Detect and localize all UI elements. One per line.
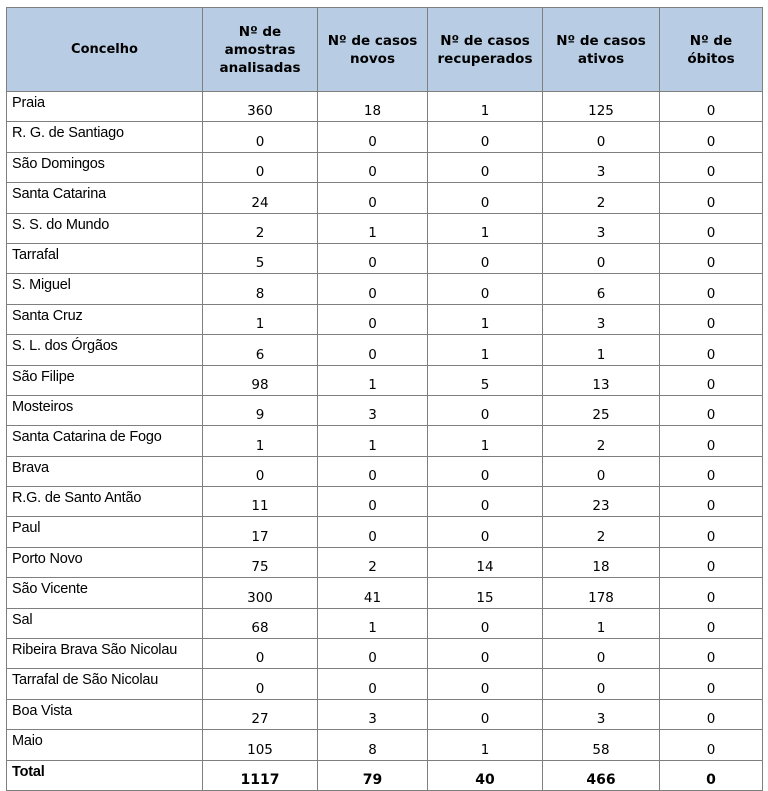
- cell-ativos: 2: [543, 183, 660, 213]
- cell-amostras: 27: [203, 699, 318, 729]
- cell-obitos: 0: [660, 183, 763, 213]
- cell-casos-novos: 1: [318, 213, 428, 243]
- cell-ativos: 3: [543, 152, 660, 182]
- cell-ativos: 0: [543, 456, 660, 486]
- table-row: [7, 335, 763, 365]
- cell-casos-novos: 8: [318, 730, 428, 760]
- table-row: [7, 699, 763, 729]
- table-row: [7, 730, 763, 760]
- cell-casos-novos: 1: [318, 426, 428, 456]
- cell-obitos: 0: [660, 760, 763, 790]
- table-row: [7, 183, 763, 213]
- cell-ativos: 2: [543, 517, 660, 547]
- table-row: [7, 487, 763, 517]
- table-row: [7, 639, 763, 669]
- cell-ativos: 125: [543, 92, 660, 122]
- cell-amostras: 5: [203, 243, 318, 273]
- cell-amostras: 9: [203, 395, 318, 425]
- table-row: [7, 92, 763, 122]
- cell-concelho: S. S. do Mundo: [7, 213, 203, 243]
- cell-casos-novos: 1: [318, 608, 428, 638]
- table-row: [7, 213, 763, 243]
- cell-casos-novos: 0: [318, 122, 428, 152]
- cell-concelho: São Filipe: [7, 365, 203, 395]
- cell-recuperados: 14: [428, 547, 543, 577]
- cell-obitos: 0: [660, 395, 763, 425]
- cell-obitos: 0: [660, 152, 763, 182]
- cell-ativos: 0: [543, 243, 660, 273]
- table-row: [7, 608, 763, 638]
- cell-concelho: São Domingos: [7, 152, 203, 182]
- cell-amostras: 0: [203, 152, 318, 182]
- cell-ativos: 0: [543, 639, 660, 669]
- header-concelho: Concelho: [7, 8, 203, 92]
- cell-obitos: 0: [660, 304, 763, 334]
- cell-concelho: Ribeira Brava São Nicolau: [7, 639, 203, 669]
- header-casos-ativos: Nº de casos ativos: [543, 8, 660, 92]
- cell-ativos: 13: [543, 365, 660, 395]
- cell-ativos: 466: [543, 760, 660, 790]
- cell-concelho: Santa Catarina de Fogo: [7, 426, 203, 456]
- cell-amostras: 105: [203, 730, 318, 760]
- table-row: [7, 365, 763, 395]
- cell-casos-novos: 0: [318, 456, 428, 486]
- cell-obitos: 0: [660, 456, 763, 486]
- cell-amostras: 1117: [203, 760, 318, 790]
- cell-casos-novos: 0: [318, 243, 428, 273]
- cell-concelho: Boa Vista: [7, 699, 203, 729]
- cell-recuperados: 0: [428, 517, 543, 547]
- cell-concelho: S. Miguel: [7, 274, 203, 304]
- cell-casos-novos: 0: [318, 669, 428, 699]
- cell-amostras: 0: [203, 639, 318, 669]
- cell-recuperados: 0: [428, 122, 543, 152]
- cell-obitos: 0: [660, 122, 763, 152]
- cell-ativos: 0: [543, 122, 660, 152]
- cell-amostras: 1: [203, 426, 318, 456]
- table-row: [7, 669, 763, 699]
- table-body: [7, 92, 763, 791]
- table-row: [7, 517, 763, 547]
- table-row: [7, 547, 763, 577]
- header-obitos: Nº de óbitos: [660, 8, 763, 92]
- cell-amostras: 2: [203, 213, 318, 243]
- cell-amostras: 6: [203, 335, 318, 365]
- cell-concelho: Sal: [7, 608, 203, 638]
- cell-concelho: S. L. dos Órgãos: [7, 335, 203, 365]
- cell-obitos: 0: [660, 243, 763, 273]
- cell-amostras: 360: [203, 92, 318, 122]
- cell-recuperados: 1: [428, 426, 543, 456]
- cell-recuperados: 15: [428, 578, 543, 608]
- table-row: [7, 578, 763, 608]
- cell-recuperados: 0: [428, 487, 543, 517]
- cell-obitos: 0: [660, 213, 763, 243]
- cell-recuperados: 0: [428, 699, 543, 729]
- cell-obitos: 0: [660, 578, 763, 608]
- cell-amostras: 68: [203, 608, 318, 638]
- cell-concelho: Mosteiros: [7, 395, 203, 425]
- cell-ativos: 23: [543, 487, 660, 517]
- cell-casos-novos: 1: [318, 365, 428, 395]
- cell-concelho: Santa Catarina: [7, 183, 203, 213]
- cell-casos-novos: 3: [318, 395, 428, 425]
- cell-obitos: 0: [660, 426, 763, 456]
- cell-amostras: 98: [203, 365, 318, 395]
- cell-recuperados: 0: [428, 669, 543, 699]
- cell-amostras: 8: [203, 274, 318, 304]
- cell-obitos: 0: [660, 699, 763, 729]
- cell-concelho: R. G. de Santiago: [7, 122, 203, 152]
- cell-casos-novos: 0: [318, 183, 428, 213]
- cell-concelho: Porto Novo: [7, 547, 203, 577]
- cell-casos-novos: 0: [318, 487, 428, 517]
- cell-recuperados: 1: [428, 335, 543, 365]
- cell-obitos: 0: [660, 365, 763, 395]
- table-row: [7, 122, 763, 152]
- cell-amostras: 17: [203, 517, 318, 547]
- cell-ativos: 6: [543, 274, 660, 304]
- cell-concelho: Paul: [7, 517, 203, 547]
- cell-casos-novos: 79: [318, 760, 428, 790]
- cell-ativos: 58: [543, 730, 660, 760]
- cell-ativos: 1: [543, 608, 660, 638]
- header-row: [7, 8, 763, 92]
- cell-recuperados: 1: [428, 92, 543, 122]
- table-row: [7, 152, 763, 182]
- cell-casos-novos: 0: [318, 152, 428, 182]
- cell-obitos: 0: [660, 487, 763, 517]
- cell-amostras: 1: [203, 304, 318, 334]
- cell-concelho: Tarrafal: [7, 243, 203, 273]
- cell-concelho: Brava: [7, 456, 203, 486]
- cell-obitos: 0: [660, 608, 763, 638]
- cell-ativos: 0: [543, 669, 660, 699]
- cell-amostras: 75: [203, 547, 318, 577]
- cell-concelho: Tarrafal de São Nicolau: [7, 669, 203, 699]
- cell-amostras: 24: [203, 183, 318, 213]
- covid-cases-table: [6, 7, 763, 791]
- table-row: [7, 274, 763, 304]
- cell-recuperados: 0: [428, 395, 543, 425]
- cell-concelho: São Vicente: [7, 578, 203, 608]
- cell-ativos: 25: [543, 395, 660, 425]
- cell-obitos: 0: [660, 335, 763, 365]
- cell-recuperados: 0: [428, 243, 543, 273]
- table-header: [7, 8, 763, 92]
- cell-concelho: Santa Cruz: [7, 304, 203, 334]
- cell-concelho: R.G. de Santo Antão: [7, 487, 203, 517]
- cell-ativos: 18: [543, 547, 660, 577]
- cell-obitos: 0: [660, 669, 763, 699]
- table-row: [7, 243, 763, 273]
- cell-ativos: 3: [543, 304, 660, 334]
- header-amostras-analisadas: Nº de amostras analisadas: [203, 8, 318, 92]
- cell-ativos: 2: [543, 426, 660, 456]
- cell-casos-novos: 2: [318, 547, 428, 577]
- cell-casos-novos: 18: [318, 92, 428, 122]
- cell-concelho: Praia: [7, 92, 203, 122]
- cell-amostras: 300: [203, 578, 318, 608]
- cell-recuperados: 0: [428, 274, 543, 304]
- cell-recuperados: 0: [428, 183, 543, 213]
- cell-obitos: 0: [660, 274, 763, 304]
- cell-concelho: Total: [7, 760, 203, 790]
- header-casos-recuperados: Nº de casos recuperados: [428, 8, 543, 92]
- cell-recuperados: 1: [428, 213, 543, 243]
- cell-recuperados: 0: [428, 152, 543, 182]
- cell-ativos: 178: [543, 578, 660, 608]
- cell-ativos: 3: [543, 699, 660, 729]
- cell-obitos: 0: [660, 547, 763, 577]
- cell-recuperados: 0: [428, 608, 543, 638]
- cell-amostras: 0: [203, 456, 318, 486]
- cell-casos-novos: 0: [318, 335, 428, 365]
- header-casos-novos: Nº de casos novos: [318, 8, 428, 92]
- cell-recuperados: 5: [428, 365, 543, 395]
- cell-recuperados: 1: [428, 730, 543, 760]
- cell-amostras: 0: [203, 669, 318, 699]
- cell-casos-novos: 0: [318, 304, 428, 334]
- table-row: [7, 456, 763, 486]
- cell-amostras: 11: [203, 487, 318, 517]
- cell-recuperados: 0: [428, 639, 543, 669]
- cell-obitos: 0: [660, 639, 763, 669]
- cell-recuperados: 1: [428, 304, 543, 334]
- cell-recuperados: 0: [428, 456, 543, 486]
- cell-concelho: Maio: [7, 730, 203, 760]
- table-row: [7, 304, 763, 334]
- table-row: [7, 395, 763, 425]
- cell-casos-novos: 0: [318, 274, 428, 304]
- cell-obitos: 0: [660, 92, 763, 122]
- covid-cases-table-container: [6, 7, 762, 791]
- cell-recuperados: 40: [428, 760, 543, 790]
- cell-obitos: 0: [660, 730, 763, 760]
- cell-amostras: 0: [203, 122, 318, 152]
- cell-casos-novos: 3: [318, 699, 428, 729]
- cell-casos-novos: 0: [318, 517, 428, 547]
- total-row: [7, 760, 763, 790]
- cell-ativos: 3: [543, 213, 660, 243]
- cell-obitos: 0: [660, 517, 763, 547]
- cell-casos-novos: 0: [318, 639, 428, 669]
- table-row: [7, 426, 763, 456]
- cell-casos-novos: 41: [318, 578, 428, 608]
- cell-ativos: 1: [543, 335, 660, 365]
